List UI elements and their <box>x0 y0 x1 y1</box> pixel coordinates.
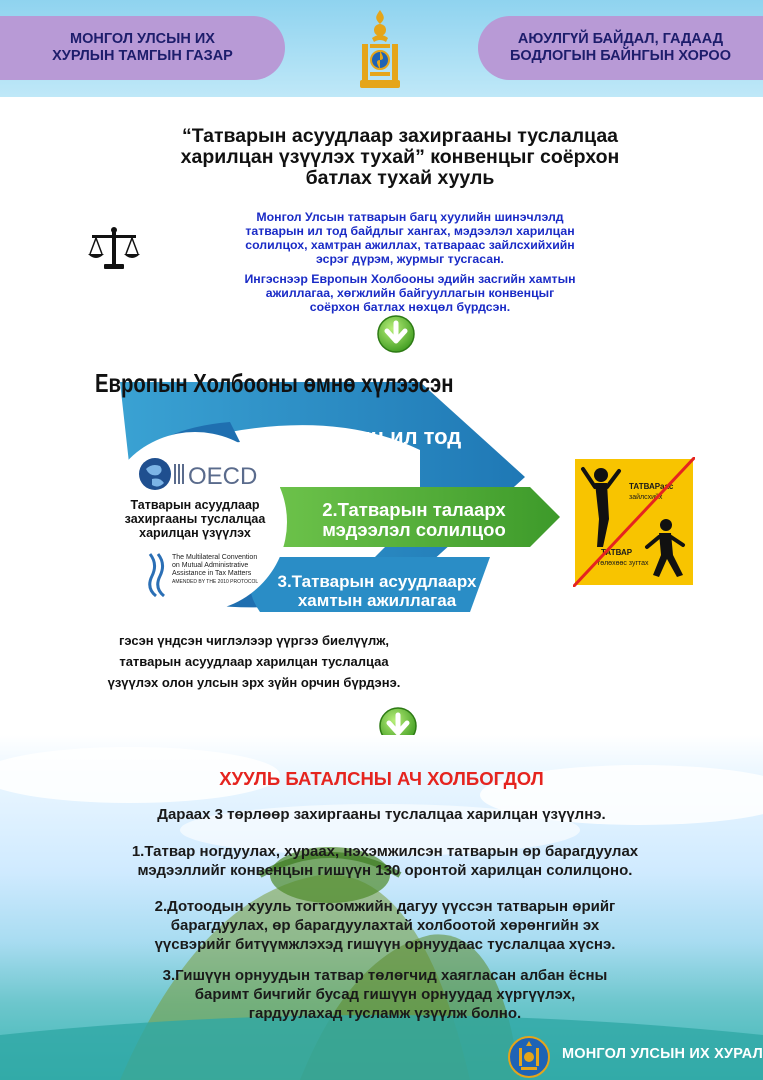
title-line2: харилцан үзүүлэх тухай” конвенцыг соёрхон <box>180 146 620 168</box>
scales-of-justice-icon <box>88 226 140 272</box>
header-right-org <box>478 16 763 80</box>
center-line1: Татварын асуудлаар <box>130 498 260 512</box>
intro-p1-line2: татварын ил тод байдлыг хангах, мэдээлэл харилцан <box>245 224 575 238</box>
conv-line3: Assistance in Tax Matters <box>172 570 252 577</box>
convention-logo-icon <box>146 550 166 600</box>
step2-line2: мэдээлэл солилцоо <box>322 519 506 540</box>
item3-line1: 3.Гишүүн орнуудын татвар төлөгчид хаягласан албан ёсны <box>162 967 608 984</box>
intro-paragraph-1 <box>160 210 660 266</box>
conv-line4: AMENDED BY THE 2010 PROTOCOL <box>172 579 259 585</box>
significance-intro: Дараах 3 төрлөөр захиргааны туслалцаа харилцан үзүүлнэ. <box>157 806 606 823</box>
significance-item-3 <box>30 966 740 1023</box>
oecd-logo-icon <box>138 455 268 493</box>
parliament-emblem-icon <box>508 1036 550 1078</box>
title-line1: “Татварын асуудлаар захиргааны туслалцаа <box>181 125 619 147</box>
warning-bottom-text: ТАТВАР <box>601 548 633 557</box>
item1-line1: 1.Татвар ногдуулах, хураах, нэхэмжилсэн татварын өр барагдуулах <box>131 843 639 860</box>
header-right-line2: БОДЛОГЫН БАЙНГЫН ХОРОО <box>510 48 731 64</box>
step1-line2: байдал <box>320 448 400 473</box>
footer-parliament-name: МОНГОЛ УЛСЫН ИХ ХУРАЛ <box>562 1046 763 1062</box>
desc-line1: гэсэн үндсэн чиглэлээр үүргээ биелүүлж, <box>118 633 390 648</box>
step-3-cooperation <box>262 572 492 610</box>
intro-text <box>160 210 660 320</box>
significance-item-2 <box>30 897 740 954</box>
step-1-transparency <box>240 425 480 473</box>
item3-line2: баримт бичгийг бусад гишүүн орнуудад хүргүүлэх, <box>194 986 576 1003</box>
down-arrow-icon <box>376 314 416 354</box>
item3-line3: гардуулахад тусламж үзүүлж болно. <box>248 1005 522 1022</box>
warning-top-text: ТАТВАРаас <box>629 482 674 491</box>
diagram-description <box>78 630 430 693</box>
item2-line1: 2.Дотоодын хууль тогтоомжийн дагуу үүссэн татварын өрийг <box>154 898 616 915</box>
conv-line1: The Multilateral Convention <box>172 554 258 561</box>
item1-line2: мэдээллийг конвенцын гишүүн 130 оронтой харилцан солилцоно. <box>137 862 633 879</box>
intro-p2-line3: соёрхон батлах нөхцөл бүрдсэн. <box>309 300 511 314</box>
intro-p1-line4: эсрэг дүрэм, журмыг тусгасан. <box>316 252 504 266</box>
header-left-org <box>0 16 285 80</box>
oecd-text: OECD <box>188 463 258 490</box>
center-line2: захиргааны туслалцаа <box>124 512 266 526</box>
item2-line3: үүсвэрийг битүүмжлэхэд гишүүн орнуудаас туслалцаа хүснэ. <box>154 936 616 953</box>
soyombo-emblem-icon <box>350 8 410 92</box>
desc-line3: үзүүлэх олон улсын эрх зүйн орчин бүрдэнэ. <box>107 675 401 690</box>
intro-p1-line3: солилцох, хамтран ажиллах, татвараас зайлсхийхийн <box>245 238 575 252</box>
intro-p2-line1: Ингэснээр Европын Холбооны эдийн засгийн хамтын <box>244 272 576 286</box>
header-left-line2: ХУРЛЫН ТАМГЫН ГАЗАР <box>52 48 233 64</box>
significance-item-1 <box>30 842 740 880</box>
convention-center-label <box>110 498 280 540</box>
header-right-line1: АЮУЛГҮЙ БАЙДАЛ, ГАДААД <box>517 31 724 47</box>
intro-paragraph-2 <box>160 272 660 314</box>
convention-logo-text <box>172 554 282 586</box>
step-2-information-exchange <box>278 500 550 540</box>
significance-title: ХУУЛЬ БАТАЛСНЫ АЧ ХОЛБОГДОЛ <box>219 768 544 789</box>
warning-bottom-text2: төлөхөөс зугтах <box>597 560 649 567</box>
desc-line2: татварын асуудлаар харилцан туслалцаа <box>119 654 389 669</box>
page-title <box>100 126 700 189</box>
conv-line2: on Mutual Administrative <box>172 562 249 569</box>
intro-p1-line1: Монгол Улсын татварын багц хуулийн шинэчлэлд <box>256 210 564 224</box>
title-line3: батлах тухай хууль <box>305 167 495 189</box>
warning-top-text2: зайлсхийх <box>629 494 663 501</box>
step3-line2: хамтын ажиллагаа <box>297 591 457 610</box>
center-line3: харилцан үзүүлэх <box>139 526 251 540</box>
eu-commitments-title: Европын Холбооны өмнө хүлээсэн <box>95 368 454 398</box>
header-left-line1: МОНГОЛ УЛСЫН ИХ <box>70 31 215 47</box>
step2-line1: 2.Татварын талаарх <box>322 499 506 520</box>
tax-evasion-prohibited-sign <box>573 457 695 587</box>
item2-line2: барагдуулах, өр барагдуулахтай холбоотой хөрөнгийн эх <box>170 917 600 934</box>
step3-line1: 3.Татварын асуудлаарх <box>277 572 477 591</box>
intro-p2-line2: ажиллагаа, хөгжлийн байгууллагын конвенцыг <box>265 286 555 300</box>
step1-line1: 1.Татварын ил тод <box>258 424 462 449</box>
